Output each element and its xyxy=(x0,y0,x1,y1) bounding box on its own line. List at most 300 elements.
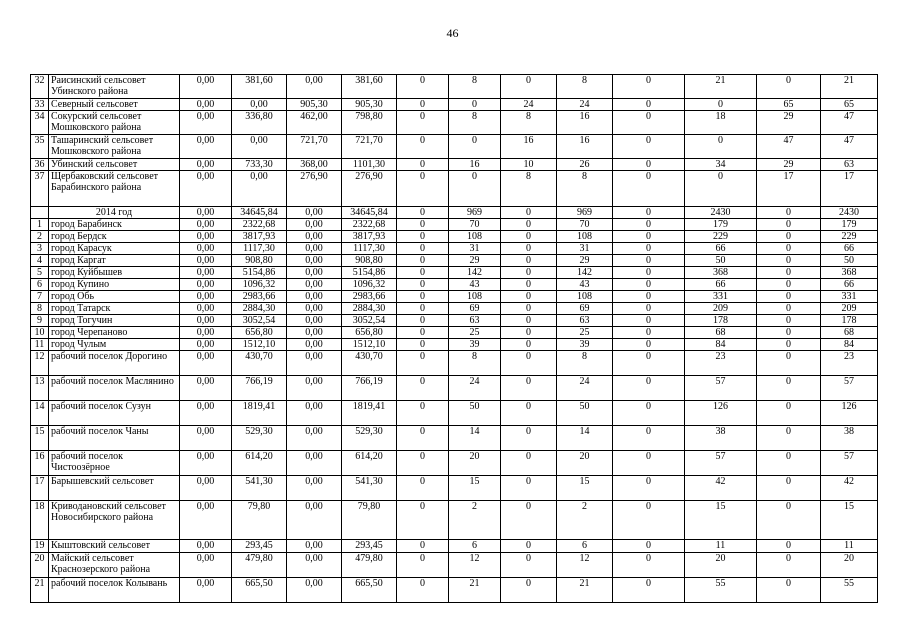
value-cell: 0 xyxy=(501,231,557,243)
value-cell: 0 xyxy=(613,315,685,327)
value-cell: 142 xyxy=(557,267,613,279)
value-cell: 0,00 xyxy=(287,327,342,339)
value-cell: 381,60 xyxy=(342,75,397,99)
value-cell: 142 xyxy=(449,267,501,279)
value-cell: 229 xyxy=(821,231,878,243)
value-cell: 0 xyxy=(397,578,449,603)
value-cell: 15 xyxy=(685,501,757,540)
value-cell: 721,70 xyxy=(287,135,342,159)
value-cell: 0 xyxy=(757,267,821,279)
value-cell: 0,00 xyxy=(287,401,342,426)
value-cell: 50 xyxy=(685,255,757,267)
value-cell: 479,80 xyxy=(232,553,287,578)
value-cell: 57 xyxy=(821,376,878,401)
municipality-name-cell: город Каргат xyxy=(49,255,180,267)
row-number-cell: 20 xyxy=(31,553,49,578)
table-row xyxy=(31,401,878,426)
table-row xyxy=(31,578,878,603)
value-cell: 5154,86 xyxy=(342,267,397,279)
municipality-name-cell: Сокурский сельсовет Мошковского района xyxy=(49,111,180,135)
value-cell: 34645,84 xyxy=(232,207,287,219)
value-cell: 0 xyxy=(501,476,557,501)
value-cell: 0 xyxy=(613,451,685,476)
value-cell: 0,00 xyxy=(180,231,232,243)
value-cell: 0 xyxy=(397,99,449,111)
row-number-cell: 7 xyxy=(31,291,49,303)
row-number-cell: 9 xyxy=(31,315,49,327)
value-cell: 16 xyxy=(501,135,557,159)
value-cell: 1819,41 xyxy=(342,401,397,426)
municipality-name-cell: Ташаринский сельсовет Мошковского района xyxy=(49,135,180,159)
value-cell: 108 xyxy=(557,231,613,243)
value-cell: 0 xyxy=(685,171,757,207)
table-row xyxy=(31,426,878,451)
value-cell: 462,00 xyxy=(287,111,342,135)
value-cell: 0 xyxy=(397,339,449,351)
value-cell: 29 xyxy=(757,111,821,135)
table-row xyxy=(31,327,878,339)
value-cell: 2322,68 xyxy=(342,219,397,231)
value-cell: 0 xyxy=(613,111,685,135)
value-cell: 65 xyxy=(821,99,878,111)
row-number-cell: 11 xyxy=(31,339,49,351)
value-cell: 0 xyxy=(397,159,449,171)
value-cell: 276,90 xyxy=(342,171,397,207)
value-cell: 0,00 xyxy=(180,75,232,99)
value-cell: 31 xyxy=(449,243,501,255)
value-cell: 0,00 xyxy=(180,267,232,279)
value-cell: 0,00 xyxy=(287,426,342,451)
value-cell: 0 xyxy=(613,578,685,603)
municipality-name-cell: Кыштовский сельсовет xyxy=(49,540,180,553)
value-cell: 0,00 xyxy=(180,159,232,171)
value-cell: 25 xyxy=(449,327,501,339)
value-cell: 12 xyxy=(557,553,613,578)
table-row xyxy=(31,111,878,135)
value-cell: 34 xyxy=(685,159,757,171)
value-cell: 1117,30 xyxy=(342,243,397,255)
value-cell: 20 xyxy=(685,553,757,578)
value-cell: 8 xyxy=(449,75,501,99)
value-cell: 0,00 xyxy=(180,303,232,315)
value-cell: 69 xyxy=(557,303,613,315)
value-cell: 905,30 xyxy=(287,99,342,111)
value-cell: 0 xyxy=(685,135,757,159)
value-cell: 0 xyxy=(757,291,821,303)
value-cell: 47 xyxy=(821,111,878,135)
value-cell: 178 xyxy=(821,315,878,327)
value-cell: 17 xyxy=(821,171,878,207)
value-cell: 529,30 xyxy=(342,426,397,451)
value-cell: 1819,41 xyxy=(232,401,287,426)
value-cell: 2 xyxy=(557,501,613,540)
value-cell: 0 xyxy=(613,426,685,451)
value-cell: 70 xyxy=(449,219,501,231)
value-cell: 84 xyxy=(685,339,757,351)
value-cell: 969 xyxy=(557,207,613,219)
value-cell: 8 xyxy=(501,171,557,207)
table-row xyxy=(31,159,878,171)
row-number-cell: 36 xyxy=(31,159,49,171)
value-cell: 39 xyxy=(557,339,613,351)
row-number-cell: 13 xyxy=(31,376,49,401)
value-cell: 126 xyxy=(821,401,878,426)
value-cell: 0 xyxy=(501,255,557,267)
value-cell: 0,00 xyxy=(287,578,342,603)
row-number-cell: 1 xyxy=(31,219,49,231)
row-number-cell: 17 xyxy=(31,476,49,501)
value-cell: 0,00 xyxy=(287,267,342,279)
value-cell: 0 xyxy=(501,501,557,540)
value-cell: 23 xyxy=(821,351,878,376)
value-cell: 70 xyxy=(557,219,613,231)
value-cell: 541,30 xyxy=(342,476,397,501)
value-cell: 11 xyxy=(685,540,757,553)
value-cell: 0,00 xyxy=(180,327,232,339)
value-cell: 0,00 xyxy=(180,99,232,111)
value-cell: 0,00 xyxy=(287,315,342,327)
value-cell: 20 xyxy=(821,553,878,578)
value-cell: 179 xyxy=(821,219,878,231)
value-cell: 0,00 xyxy=(287,376,342,401)
municipality-name-cell: Криводановский сельсовет Новосибирского района xyxy=(49,501,180,540)
value-cell: 665,50 xyxy=(232,578,287,603)
value-cell: 0 xyxy=(613,351,685,376)
value-cell: 15 xyxy=(557,476,613,501)
value-cell: 0,00 xyxy=(180,501,232,540)
table-row xyxy=(31,243,878,255)
municipality-name-cell: Убинский сельсовет xyxy=(49,159,180,171)
value-cell: 0 xyxy=(613,255,685,267)
municipality-name-cell: город Чулым xyxy=(49,339,180,351)
value-cell: 0 xyxy=(501,553,557,578)
municipality-name-cell: рабочий поселок Чаны xyxy=(49,426,180,451)
value-cell: 614,20 xyxy=(342,451,397,476)
value-cell: 0 xyxy=(397,243,449,255)
value-cell: 0,00 xyxy=(180,219,232,231)
value-cell: 0 xyxy=(757,207,821,219)
value-cell: 38 xyxy=(685,426,757,451)
value-cell: 6 xyxy=(557,540,613,553)
table-row xyxy=(31,376,878,401)
table-row xyxy=(31,207,878,219)
value-cell: 15 xyxy=(821,501,878,540)
value-cell: 368 xyxy=(685,267,757,279)
value-cell: 0 xyxy=(397,401,449,426)
row-number-cell: 32 xyxy=(31,75,49,99)
value-cell: 0,00 xyxy=(287,540,342,553)
value-cell: 0,00 xyxy=(180,476,232,501)
value-cell: 0 xyxy=(757,315,821,327)
value-cell: 0,00 xyxy=(287,303,342,315)
municipality-name-cell: рабочий поселок Чистоозёрное xyxy=(49,451,180,476)
municipality-name-cell: рабочий поселок Дорогино xyxy=(49,351,180,376)
value-cell: 368 xyxy=(821,267,878,279)
value-cell: 0,00 xyxy=(180,578,232,603)
value-cell: 29 xyxy=(449,255,501,267)
value-cell: 0 xyxy=(757,75,821,99)
value-cell: 0 xyxy=(397,540,449,553)
value-cell: 336,80 xyxy=(232,111,287,135)
value-cell: 331 xyxy=(685,291,757,303)
value-cell: 0,00 xyxy=(287,279,342,291)
value-cell: 16 xyxy=(557,111,613,135)
value-cell: 0 xyxy=(757,476,821,501)
value-cell: 0 xyxy=(757,219,821,231)
value-cell: 0 xyxy=(613,159,685,171)
value-cell: 0 xyxy=(613,207,685,219)
table-row xyxy=(31,501,878,540)
value-cell: 430,70 xyxy=(342,351,397,376)
value-cell: 179 xyxy=(685,219,757,231)
value-cell: 0 xyxy=(757,243,821,255)
row-number-cell: 34 xyxy=(31,111,49,135)
value-cell: 0 xyxy=(501,578,557,603)
value-cell: 24 xyxy=(557,99,613,111)
value-cell: 0,00 xyxy=(180,243,232,255)
value-cell: 0,00 xyxy=(287,501,342,540)
value-cell: 0,00 xyxy=(180,135,232,159)
value-cell: 0 xyxy=(501,401,557,426)
value-cell: 0,00 xyxy=(180,540,232,553)
value-cell: 541,30 xyxy=(232,476,287,501)
row-number-cell xyxy=(31,207,49,219)
value-cell: 479,80 xyxy=(342,553,397,578)
value-cell: 0 xyxy=(613,279,685,291)
value-cell: 66 xyxy=(685,279,757,291)
row-number-cell: 4 xyxy=(31,255,49,267)
value-cell: 0,00 xyxy=(287,553,342,578)
value-cell: 65 xyxy=(757,99,821,111)
page-number: 46 xyxy=(446,26,459,40)
value-cell: 57 xyxy=(685,376,757,401)
value-cell: 50 xyxy=(557,401,613,426)
municipality-name-cell: рабочий поселок Сузун xyxy=(49,401,180,426)
value-cell: 26 xyxy=(557,159,613,171)
value-cell: 0 xyxy=(501,451,557,476)
row-number-cell: 37 xyxy=(31,171,49,207)
value-cell: 1512,10 xyxy=(342,339,397,351)
value-cell: 656,80 xyxy=(232,327,287,339)
table-row xyxy=(31,135,878,159)
value-cell: 0 xyxy=(449,99,501,111)
municipality-name-cell: город Барабинск xyxy=(49,219,180,231)
value-cell: 0 xyxy=(613,219,685,231)
value-cell: 0 xyxy=(757,376,821,401)
value-cell: 79,80 xyxy=(342,501,397,540)
value-cell: 0 xyxy=(397,476,449,501)
value-cell: 1101,30 xyxy=(342,159,397,171)
value-cell: 0 xyxy=(501,376,557,401)
value-cell: 1096,32 xyxy=(232,279,287,291)
value-cell: 0 xyxy=(397,327,449,339)
value-cell: 0 xyxy=(757,578,821,603)
value-cell: 293,45 xyxy=(342,540,397,553)
value-cell: 0 xyxy=(613,75,685,99)
year-label-cell: 2014 год xyxy=(49,207,180,219)
value-cell: 69 xyxy=(449,303,501,315)
value-cell: 21 xyxy=(449,578,501,603)
value-cell: 50 xyxy=(821,255,878,267)
value-cell: 665,50 xyxy=(342,578,397,603)
value-cell: 20 xyxy=(449,451,501,476)
value-cell: 381,60 xyxy=(232,75,287,99)
value-cell: 0 xyxy=(501,75,557,99)
value-cell: 0 xyxy=(501,279,557,291)
value-cell: 0 xyxy=(613,231,685,243)
municipality-name-cell: город Карасук xyxy=(49,243,180,255)
value-cell: 2884,30 xyxy=(342,303,397,315)
table-row xyxy=(31,279,878,291)
value-cell: 8 xyxy=(557,171,613,207)
value-cell: 0 xyxy=(397,231,449,243)
value-cell: 0 xyxy=(613,540,685,553)
value-cell: 0 xyxy=(685,99,757,111)
value-cell: 0 xyxy=(501,327,557,339)
row-number-cell: 3 xyxy=(31,243,49,255)
value-cell: 15 xyxy=(449,476,501,501)
value-cell: 0,00 xyxy=(287,231,342,243)
value-cell: 108 xyxy=(557,291,613,303)
value-cell: 178 xyxy=(685,315,757,327)
municipality-name-cell: рабочий поселок Колывань xyxy=(49,578,180,603)
table-row xyxy=(31,351,878,376)
municipality-name-cell: рабочий поселок Маслянино xyxy=(49,376,180,401)
value-cell: 0 xyxy=(613,553,685,578)
value-cell: 0 xyxy=(757,451,821,476)
value-cell: 908,80 xyxy=(342,255,397,267)
value-cell: 0 xyxy=(501,291,557,303)
value-cell: 38 xyxy=(821,426,878,451)
table-row xyxy=(31,231,878,243)
value-cell: 0,00 xyxy=(232,99,287,111)
data-table xyxy=(30,74,878,603)
value-cell: 430,70 xyxy=(232,351,287,376)
value-cell: 42 xyxy=(821,476,878,501)
value-cell: 0 xyxy=(449,171,501,207)
value-cell: 2322,68 xyxy=(232,219,287,231)
value-cell: 0 xyxy=(501,426,557,451)
value-cell: 0,00 xyxy=(180,401,232,426)
value-cell: 2430 xyxy=(685,207,757,219)
value-cell: 8 xyxy=(449,351,501,376)
value-cell: 0 xyxy=(397,135,449,159)
value-cell: 0 xyxy=(613,401,685,426)
table-row xyxy=(31,255,878,267)
table-row xyxy=(31,553,878,578)
value-cell: 0 xyxy=(613,135,685,159)
value-cell: 908,80 xyxy=(232,255,287,267)
value-cell: 0,00 xyxy=(287,207,342,219)
value-cell: 229 xyxy=(685,231,757,243)
value-cell: 0,00 xyxy=(180,255,232,267)
value-cell: 3817,93 xyxy=(232,231,287,243)
value-cell: 0 xyxy=(397,111,449,135)
value-cell: 2884,30 xyxy=(232,303,287,315)
value-cell: 63 xyxy=(449,315,501,327)
value-cell: 0 xyxy=(501,267,557,279)
value-cell: 5154,86 xyxy=(232,267,287,279)
value-cell: 0 xyxy=(613,501,685,540)
municipality-name-cell: город Обь xyxy=(49,291,180,303)
value-cell: 8 xyxy=(557,351,613,376)
table-row xyxy=(31,219,878,231)
value-cell: 0 xyxy=(757,279,821,291)
value-cell: 24 xyxy=(449,376,501,401)
value-cell: 0,00 xyxy=(180,171,232,207)
value-cell: 368,00 xyxy=(287,159,342,171)
value-cell: 0 xyxy=(397,315,449,327)
municipality-name-cell: город Купино xyxy=(49,279,180,291)
value-cell: 0 xyxy=(397,255,449,267)
value-cell: 1117,30 xyxy=(232,243,287,255)
value-cell: 47 xyxy=(757,135,821,159)
value-cell: 0,00 xyxy=(180,553,232,578)
value-cell: 29 xyxy=(757,159,821,171)
value-cell: 42 xyxy=(685,476,757,501)
value-cell: 12 xyxy=(449,553,501,578)
value-cell: 21 xyxy=(685,75,757,99)
value-cell: 14 xyxy=(557,426,613,451)
value-cell: 50 xyxy=(449,401,501,426)
value-cell: 0,00 xyxy=(287,219,342,231)
value-cell: 29 xyxy=(557,255,613,267)
value-cell: 0 xyxy=(501,315,557,327)
value-cell: 0,00 xyxy=(180,279,232,291)
value-cell: 66 xyxy=(821,243,878,255)
value-cell: 108 xyxy=(449,231,501,243)
value-cell: 11 xyxy=(821,540,878,553)
value-cell: 66 xyxy=(685,243,757,255)
value-cell: 6 xyxy=(449,540,501,553)
municipality-name-cell: город Бердск xyxy=(49,231,180,243)
value-cell: 2430 xyxy=(821,207,878,219)
value-cell: 21 xyxy=(557,578,613,603)
row-number-cell: 21 xyxy=(31,578,49,603)
municipality-name-cell: Барышевский сельсовет xyxy=(49,476,180,501)
table-row xyxy=(31,315,878,327)
table-row xyxy=(31,476,878,501)
value-cell: 331 xyxy=(821,291,878,303)
value-cell: 0 xyxy=(757,351,821,376)
value-cell: 57 xyxy=(821,451,878,476)
value-cell: 0 xyxy=(757,303,821,315)
value-cell: 43 xyxy=(557,279,613,291)
value-cell: 0,00 xyxy=(287,291,342,303)
value-cell: 0 xyxy=(397,207,449,219)
value-cell: 0 xyxy=(397,351,449,376)
value-cell: 0 xyxy=(613,99,685,111)
value-cell: 0 xyxy=(613,267,685,279)
table-row xyxy=(31,75,878,99)
value-cell: 0 xyxy=(397,451,449,476)
value-cell: 0,00 xyxy=(287,255,342,267)
table-row xyxy=(31,291,878,303)
value-cell: 0 xyxy=(613,476,685,501)
value-cell: 31 xyxy=(557,243,613,255)
row-number-cell: 6 xyxy=(31,279,49,291)
value-cell: 614,20 xyxy=(232,451,287,476)
value-cell: 1096,32 xyxy=(342,279,397,291)
value-cell: 43 xyxy=(449,279,501,291)
value-cell: 0 xyxy=(449,135,501,159)
value-cell: 2983,66 xyxy=(342,291,397,303)
value-cell: 3052,54 xyxy=(232,315,287,327)
table-body xyxy=(31,75,878,603)
municipality-name-cell: город Куйбышев xyxy=(49,267,180,279)
value-cell: 14 xyxy=(449,426,501,451)
value-cell: 55 xyxy=(821,578,878,603)
